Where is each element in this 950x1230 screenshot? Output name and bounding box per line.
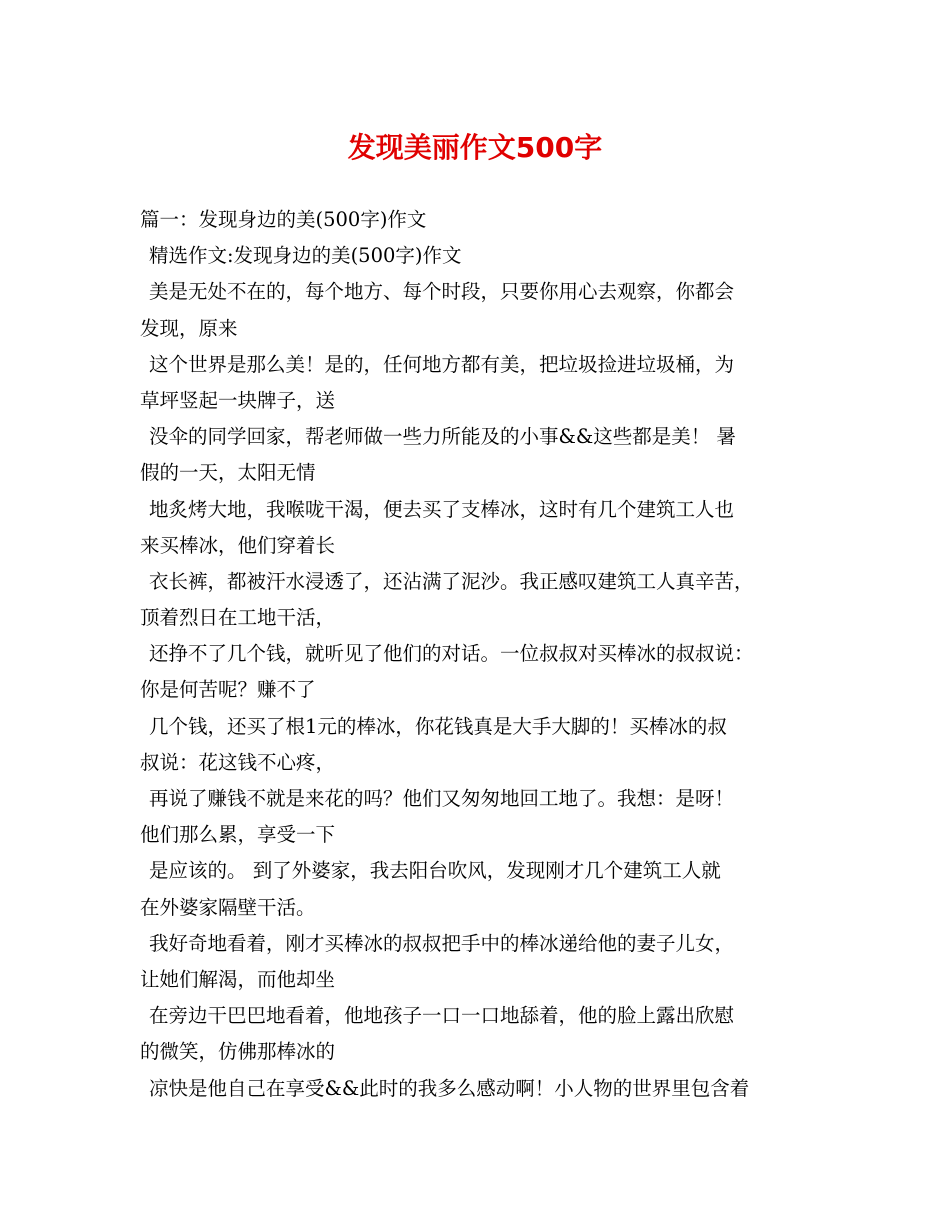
text-line: 让她们解渴，而他却坐 xyxy=(140,967,336,991)
text-line: 没伞的同学回家，帮老师做一些力所能及的小事&&这些都是美！ 暑 xyxy=(149,425,736,449)
text-line: 在旁边干巴巴地看着，他地孩子一口一口地舔着，他的脸上露出欣慰 xyxy=(149,1004,735,1028)
text-line: 再说了赚钱不就是来花的吗？他们又匆匆地回工地了。我想：是呀！ xyxy=(149,787,735,810)
text-line: 叔说：花这钱不心疼， xyxy=(140,750,336,774)
text-line: 还挣不了几个钱，就听见了他们的对话。一位叔叔对买棒冰的叔叔说： xyxy=(149,642,754,666)
text-line: 我好奇地看着，刚才买棒冰的叔叔把手中的棒冰递给他的妻子儿女， xyxy=(149,931,735,955)
document-body xyxy=(140,202,830,1107)
text-line: 发现，原来 xyxy=(140,316,238,340)
text-line: 美是无处不在的，每个地方、每个时段，只要你用心去观察，你都会 xyxy=(149,280,735,304)
text-line: 地炙烤大地，我喉咙干渴，便去买了支棒冰，这时有几个建筑工人也 xyxy=(149,497,735,521)
text-line: 在外婆家隔壁干活。 xyxy=(140,895,316,919)
text-line: 这个世界是那么美！是的，任何地方都有美，把垃圾捡进垃圾桶，为 xyxy=(149,352,735,376)
text-line: 篇一：发现身边的美(500字)作文 xyxy=(140,208,427,231)
text-line: 他们那么累，享受一下 xyxy=(140,823,336,847)
text-line: 衣长裤，都被汗水浸透了，还沾满了泥沙。我正感叹建筑工人真辛苦， xyxy=(149,569,754,593)
text-line: 精选作文:发现身边的美(500字)作文 xyxy=(149,244,462,268)
text-line: 顶着烈日在工地干活， xyxy=(140,606,336,630)
text-line: 几个钱，还买了根1元的棒冰，你花钱真是大手大脚的！买棒冰的叔 xyxy=(149,714,727,738)
document-title: 发现美丽作文500字 xyxy=(347,131,603,164)
text-line: 是应该的。 到了外婆家，我去阳台吹风，发现刚才几个建筑工人就 xyxy=(149,859,721,883)
text-line: 凉快是他自己在享受&&此时的我多么感动啊！小人物的世界里包含着 xyxy=(149,1076,750,1100)
text-line: 来买棒冰，他们穿着长 xyxy=(140,533,336,557)
text-line: 你是何苦呢？赚不了 xyxy=(140,678,316,702)
text-line: 的微笑，仿佛那棒冰的 xyxy=(140,1040,336,1064)
text-line: 草坪竖起一块牌子，送 xyxy=(140,388,336,412)
text-line: 假的一天，太阳无情 xyxy=(140,461,316,485)
